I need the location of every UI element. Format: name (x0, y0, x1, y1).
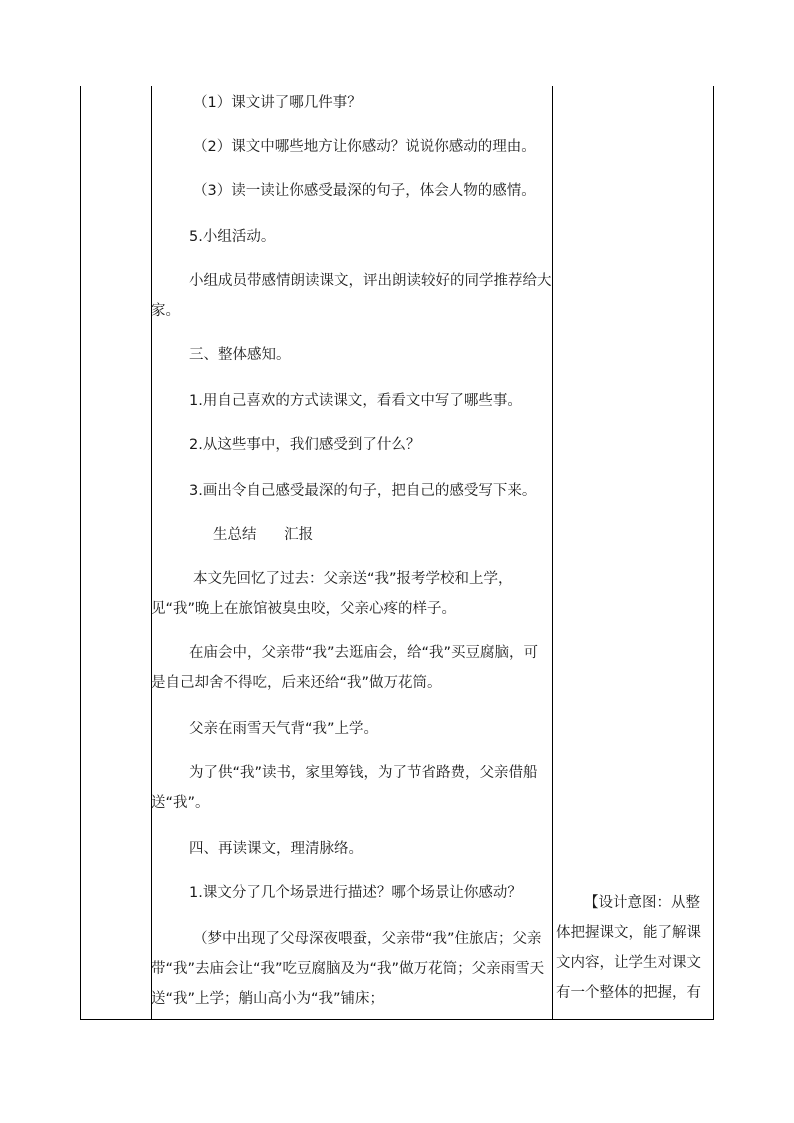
scenes-paragraph: （梦中出现了父母深夜喂蚕，父亲带“我”住旅店；父亲带“我”去庙会让“我”吃豆腐脑及为“我”做万花筒；父亲雨雪天送“我”上学；艄山高小为“我”铺床； (151, 931, 545, 1007)
report-paragraph-1: 本文先回忆了过去：父亲送“我”报考学校和上学，见“我”晚上在旅馆被臭虫咬，父亲心疼的样子。 (151, 571, 513, 617)
task-3: 3.画出令自己感受最深的句子，把自己的感受写下来。 (189, 483, 537, 499)
report-paragraph-4: 为了供“我”读书，家里筹钱，为了节省路费，父亲借船送“我”。 (151, 765, 538, 811)
table-left-border (80, 86, 81, 1020)
summary-report-label: 生总结 汇报 (213, 527, 314, 543)
task-1: 1.用自己喜欢的方式读课文，看看文中写了哪些事。 (189, 393, 522, 409)
step-5-heading: 5.小组活动。 (189, 229, 276, 245)
section-4-heading: 四、再读课文，理清脉络。 (189, 841, 363, 857)
report-paragraph-3: 父亲在雨雪天气背“我”上学。 (189, 721, 379, 737)
group-activity-text: 小组成员带感情朗读课文，评出朗读较好的同学推荐给大家。 (151, 273, 552, 319)
report-paragraph-2: 在庙会中，父亲带“我”去逛庙会，给“我”买豆腐脑，可是自己却舍不得吃，后来还给“我”做万花筒。 (151, 645, 539, 691)
question-2: （2）课文中哪些地方让你感动？说说你感动的理由。 (193, 139, 536, 155)
question-3: （3）读一读让你感受最深的句子，体会人物的感情。 (193, 183, 536, 199)
design-intent-column (552, 86, 714, 1019)
task-4: 1.课文分了几个场景进行描述？哪个场景让你感动？ (189, 885, 522, 901)
lesson-process-column (151, 86, 552, 1019)
section-3-heading: 三、整体感知。 (189, 347, 291, 363)
task-2: 2.从这些事中，我们感受到了什么？ (189, 437, 421, 453)
design-intent-note: 【设计意图：从整体把握课文，能了解课文内容，让学生对课文有一个整体的把握，有 (556, 895, 701, 1001)
table-bottom-border (80, 1019, 714, 1020)
question-1: （1）课文讲了哪几件事？ (193, 95, 362, 111)
